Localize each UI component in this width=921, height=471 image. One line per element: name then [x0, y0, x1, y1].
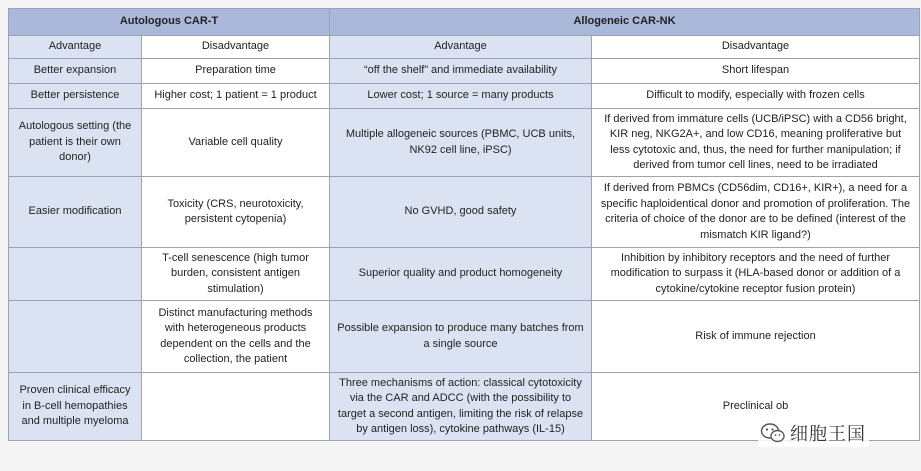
table-cell: Superior quality and product homogeneity — [330, 248, 592, 301]
table-cell: Proven clinical efficacy in B-cell hemopathies and multiple myeloma — [9, 373, 142, 441]
table-row — [9, 301, 920, 373]
comparison-table-container — [8, 8, 919, 441]
group-header-row — [9, 9, 920, 36]
table-cell: Preclinical ob — [592, 373, 920, 441]
table-cell: Lower cost; 1 source = many products — [330, 84, 592, 109]
table-cell: “off the shelf” and immediate availability — [330, 59, 592, 84]
group-header-allogeneic: Allogeneic CAR-NK — [330, 9, 920, 36]
table-cell: T-cell senescence (high tumor burden, consistent antigen stimulation) — [142, 248, 330, 301]
table-cell: Possible expansion to produce many batches from a single source — [330, 301, 592, 373]
watermark — [758, 419, 869, 447]
table-cell: Multiple allogeneic sources (PBMC, UCB units, NK92 cell line, iPSC) — [330, 109, 592, 177]
subheader-advantage: Advantage — [330, 36, 592, 59]
table-row — [9, 177, 920, 248]
table-cell: Inhibition by inhibitory receptors and the need of further modification to surpass it (HLA-based donor or addition of a cytokine/cytokine receptor fusion protein) — [592, 248, 920, 301]
table-cell: No GVHD, good safety — [330, 177, 592, 248]
table-cell — [9, 301, 142, 373]
table-cell: Distinct manufacturing methods with heterogeneous products dependent on the cells and the collection, the patient — [142, 301, 330, 373]
wechat-icon — [760, 422, 786, 444]
subheader-disadvantage: Disadvantage — [142, 36, 330, 59]
table-cell: Preparation time — [142, 59, 330, 84]
table-cell — [9, 248, 142, 301]
table-cell: Toxicity (CRS, neurotoxicity, persistent cytopenia) — [142, 177, 330, 248]
subheader-row — [9, 36, 920, 59]
table-cell: Higher cost; 1 patient = 1 product — [142, 84, 330, 109]
table-cell: If derived from immature cells (UCB/iPSC) with a CD56 bright, KIR neg, NKG2A+, and low CD16, meaning proliferative but less cytotoxic and, thus, the need for further manipulation; if derived from tumor cell lines, need to be irradiated — [592, 109, 920, 177]
watermark-text: 细胞王国 — [790, 424, 866, 445]
table-row — [9, 109, 920, 177]
table-cell: Short lifespan — [592, 59, 920, 84]
table-cell: Better persistence — [9, 84, 142, 109]
comparison-table — [8, 8, 920, 441]
subheader-advantage: Advantage — [9, 36, 142, 59]
group-header-autologous: Autologous CAR-T — [9, 9, 330, 36]
table-cell — [142, 373, 330, 441]
table-row — [9, 84, 920, 109]
table-cell: If derived from PBMCs (CD56dim, CD16+, KIR+), a need for a specific haploidentical donor and promotion of proliferation. The criteria of choice of the donor are to be defined (interest of the mismatch KIR ligand?) — [592, 177, 920, 248]
table-cell: Risk of immune rejection — [592, 301, 920, 373]
table-row — [9, 59, 920, 84]
table-cell: Variable cell quality — [142, 109, 330, 177]
table-row — [9, 248, 920, 301]
table-cell: Easier modification — [9, 177, 142, 248]
table-cell: Difficult to modify, especially with frozen cells — [592, 84, 920, 109]
table-cell: Better expansion — [9, 59, 142, 84]
table-cell: Three mechanisms of action: classical cytotoxicity via the CAR and ADCC (with the possibility to target a second antigen, limiting the risk of relapse by antigen loss), cytokine pathways (IL-15) — [330, 373, 592, 441]
subheader-disadvantage: Disadvantage — [592, 36, 920, 59]
table-cell: Autologous setting (the patient is their own donor) — [9, 109, 142, 177]
